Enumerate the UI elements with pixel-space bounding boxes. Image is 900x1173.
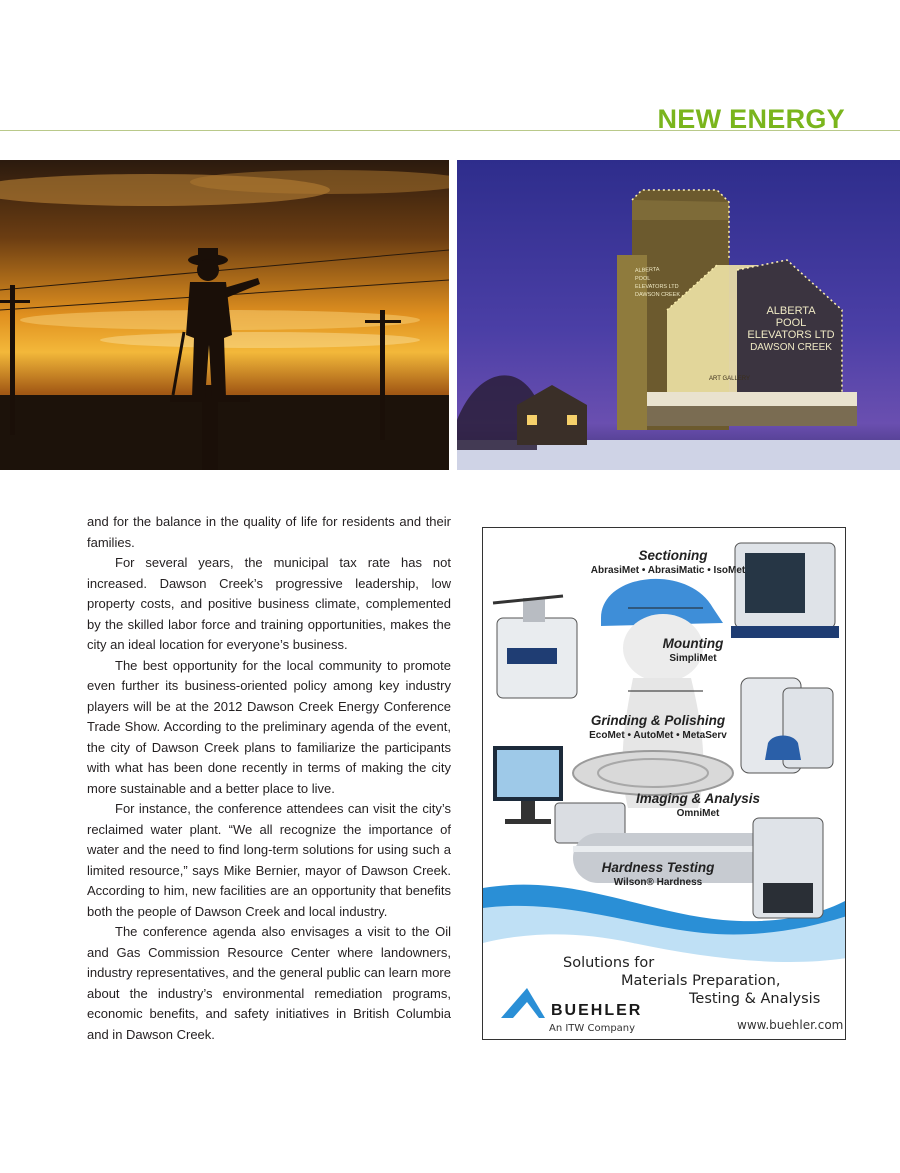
ad-category-products: OmniMet [676, 808, 720, 819]
small-sign-line-2: POOL [635, 276, 651, 282]
small-sign-line-1: ALBERTA [634, 266, 660, 274]
ad-tagline-line-2: Materials Preparation, [621, 973, 781, 989]
ad-category-products: EcoMet • AutoMet • MetaServ [589, 730, 727, 741]
ad-category-title: Mounting [662, 636, 724, 651]
article-paragraph: The best opportunity for the local community to promote even further its business-oriented policy among key industry players will be at the 2012 Dawson Creek Energy Conference Trade Show. According to the preliminary agenda of the event, the city of Dawson Creek plans to familiarize the participants with what has been done recently in terms of making the city more sustainable and a better place to live. [87, 657, 451, 796]
elevator-sign-line-2: POOL [775, 317, 807, 329]
article-paragraph: For instance, the conference attendees can visit the city’s reclaimed water plant. “We all recognize the importance of water and the need to find long-term solutions for using such a limited resource,” says Mike Bernier, mayor of Dawson Creek. According to him, new facilities are an opportunity that benefits both the people of Dawson Creek and local industry. [87, 801, 451, 919]
ad-category-products: Wilson® Hardness [613, 877, 703, 888]
statue-sunset-photo [0, 160, 449, 470]
ad-category-title: Sectioning [638, 548, 708, 563]
article-paragraph: For several years, the municipal tax rate has not increased. Dawson Creek’s progressive leadership, low property costs, and positive business climate, complemented by the skilled labor force and training opportunities, makes the city an ideal location for everyone’s business. [87, 555, 451, 652]
ad-category-products: SimpliMet [669, 653, 717, 664]
ad-tagline-line-3: Testing & Analysis [689, 991, 821, 1007]
gallery-sign: ART GALLERY [709, 376, 751, 382]
elevator-sign-line-4: DAWSON CREEK [750, 342, 832, 353]
parent-company: An ITW Company [549, 1023, 636, 1034]
ad-category-title: Hardness Testing [601, 860, 715, 875]
elevator-sign-line-1: ALBERTA [766, 305, 816, 317]
article-paragraph: The conference agenda also envisages a visit to the Oil and Gas Commission Resource Center where landowners, industry representatives, and the general public can learn more about the industry’s environmental remediation programs, economic benefits, and safety initiatives in British Columbia and in Dawson Creek. [87, 924, 451, 1042]
section-title: NEW ENERGY [657, 104, 845, 134]
ad-category-products: AbrasiMet • AbrasiMatic • IsoMet [590, 565, 746, 576]
ad-tagline-line-1: Solutions for [563, 955, 655, 971]
grain-elevators-photo [457, 160, 900, 470]
ad-category-title: Grinding & Polishing [590, 713, 726, 728]
buehler-advertisement [482, 527, 846, 1040]
elevator-sign-line-3: ELEVATORS LTD [747, 329, 835, 341]
article-body [87, 512, 451, 1045]
ad-website-link[interactable]: www.buehler.com [737, 1018, 844, 1032]
buehler-logo-wordmark: BUEHLER [551, 1002, 643, 1019]
ad-category-title: Imaging & Analysis [635, 791, 761, 806]
article-paragraph: and for the balance in the quality of life for residents and their families. [87, 514, 451, 550]
small-sign-line-3: ELEVATORS LTD [635, 284, 679, 290]
small-sign-line-4: DAWSON CREEK [635, 292, 681, 298]
